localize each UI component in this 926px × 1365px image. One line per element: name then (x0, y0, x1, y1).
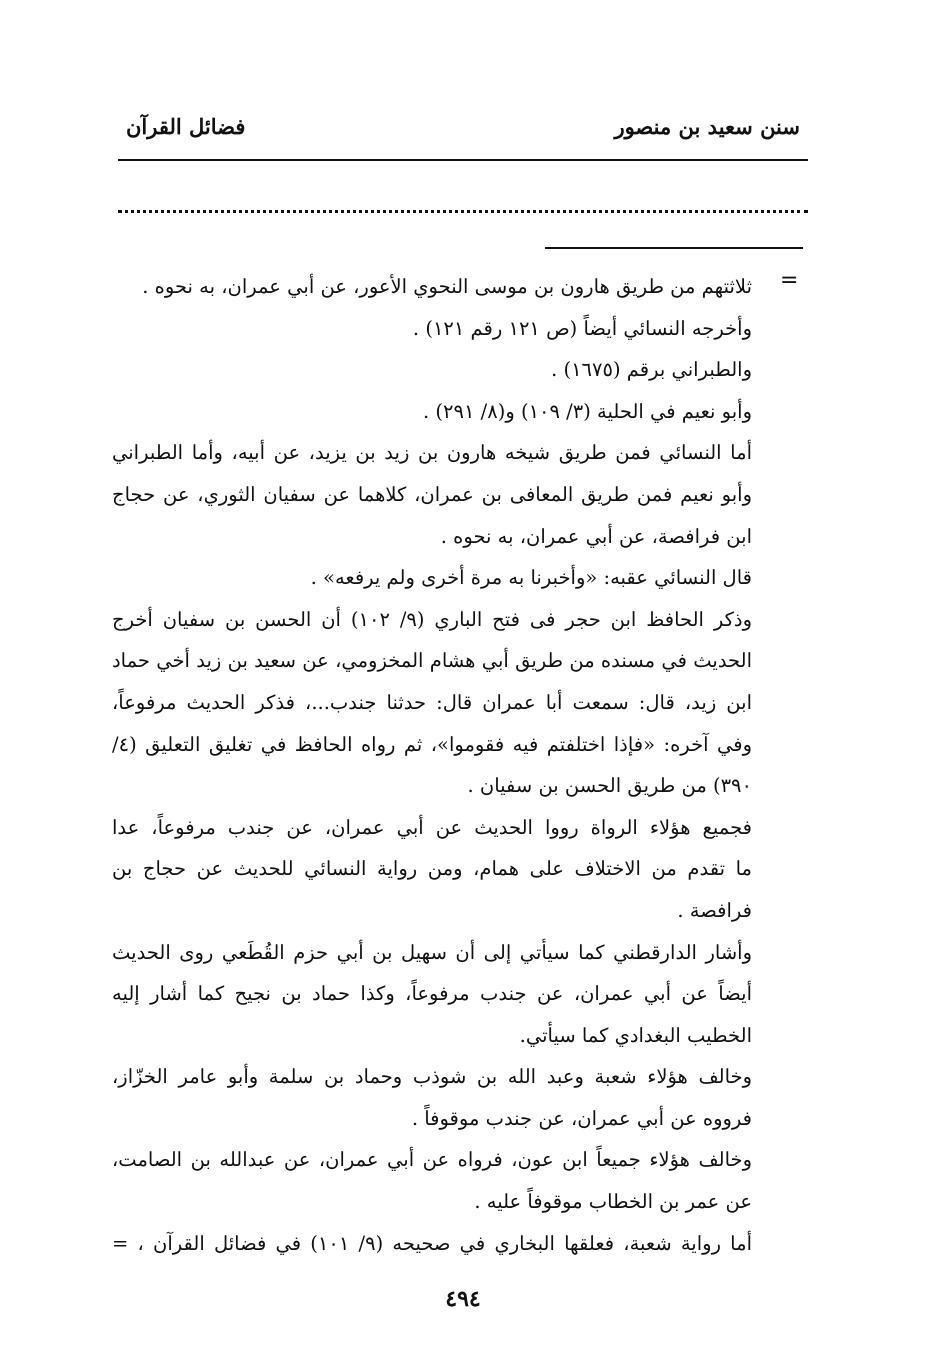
text-line: وأبو نعيم فمن طريق المعافى بن عمران، كلاهما عن سفيان الثوري، عن حجاج (112, 482, 752, 506)
text-line: فرووه عن أبي عمران، عن جندب موقوفاً . (411, 1106, 752, 1130)
text-line: ابن زيد، قال: سمعت أبا عمران قال: حدثنا جندب...، فذكر الحديث مرفوعاً، (112, 690, 752, 714)
text-line: ٣٩٠) من طريق الحسن بن سفيان . (467, 774, 752, 798)
text-line: وأبو نعيم في الحلية (٣/ ١٠٩) و(٨/ ٢٩١) . (423, 399, 752, 423)
text-line: وخالف هؤلاء جميعاً ابن عون، فرواه عن أبي عمران، عن عبدالله بن الصامت، (112, 1148, 752, 1172)
header-rule (118, 159, 808, 161)
footnote-rule (545, 247, 803, 249)
dotted-separator (118, 210, 808, 213)
text-line: ابن فرافصة، عن أبي عمران، به نحوه . (440, 524, 752, 548)
text-line: الخطيب البغدادي كما سيأتي. (519, 1023, 752, 1047)
text-line: فجميع هؤلاء الرواة رووا الحديث عن أبي عمران، عن جندب مرفوعاً، عدا (112, 815, 752, 839)
text-line: الحديث في مسنده من طريق أبي هشام المخزومي، عن سعيد بن زيد أخي حماد (112, 649, 752, 673)
page-number: ٤٩٤ (445, 1286, 481, 1312)
text-line: والطبراني برقم (١٦٧٥) . (551, 358, 752, 382)
text-line: قال النسائي عقبه: «وأخبرنا به مرة أخرى ولم يرفعه» . (310, 566, 752, 590)
book-title: سنن سعيد بن منصور (614, 114, 800, 139)
footnote-body (112, 266, 752, 1264)
text-line: وفي آخره: «فإذا اختلفتم فيه فقوموا»، ثم رواه الحافظ في تغليق التعليق (٤/ (112, 732, 752, 756)
text-line: أيضاً عن أبي عمران، عن جندب مرفوعاً، وكذا حماد بن نجيح كما أشار إليه (112, 982, 752, 1006)
text-line: وذكر الحافظ ابن حجر فى فتح الباري (٩/ ١٠٢) أن الحسن بن سفيان أخرج (112, 607, 752, 631)
running-header (118, 108, 808, 148)
section-title: فضائل القرآن (126, 114, 246, 139)
text-line: ما تقدم من الاختلاف على همام، ومن رواية النسائي للحديث عن حجاج بن (112, 857, 752, 881)
text-line: عن عمر بن الخطاب موقوفاً عليه . (474, 1190, 752, 1214)
text-line: وأشار الدارقطني كما سيأتي إلى أن سهيل بن أبي حزم القُطَعي روى الحديث (112, 940, 752, 964)
continuation-mark: = (780, 268, 799, 293)
text-line: وأخرجه النسائي أيضاً (ص ١٢١ رقم ١٢١) . (412, 316, 752, 340)
text-line: وخالف هؤلاء شعبة وعبد الله بن شوذب وحماد بن سلمة وأبو عامر الخزّاز، (112, 1065, 752, 1089)
text-line: فرافصة . (677, 898, 752, 922)
text-line: ثلاثتهم من طريق هارون بن موسى النحوي الأعور، عن أبي عمران، به نحوه . (142, 275, 752, 298)
text-line: أما النسائي فمن طريق شيخه هارون بن زيد بن يزيد، عن أبيه، وأما الطبراني (112, 441, 752, 465)
text-line: أما رواية شعبة، فعلقها البخاري في صحيحه (٩/ ١٠١) في فضائل القرآن ، = (112, 1231, 752, 1255)
